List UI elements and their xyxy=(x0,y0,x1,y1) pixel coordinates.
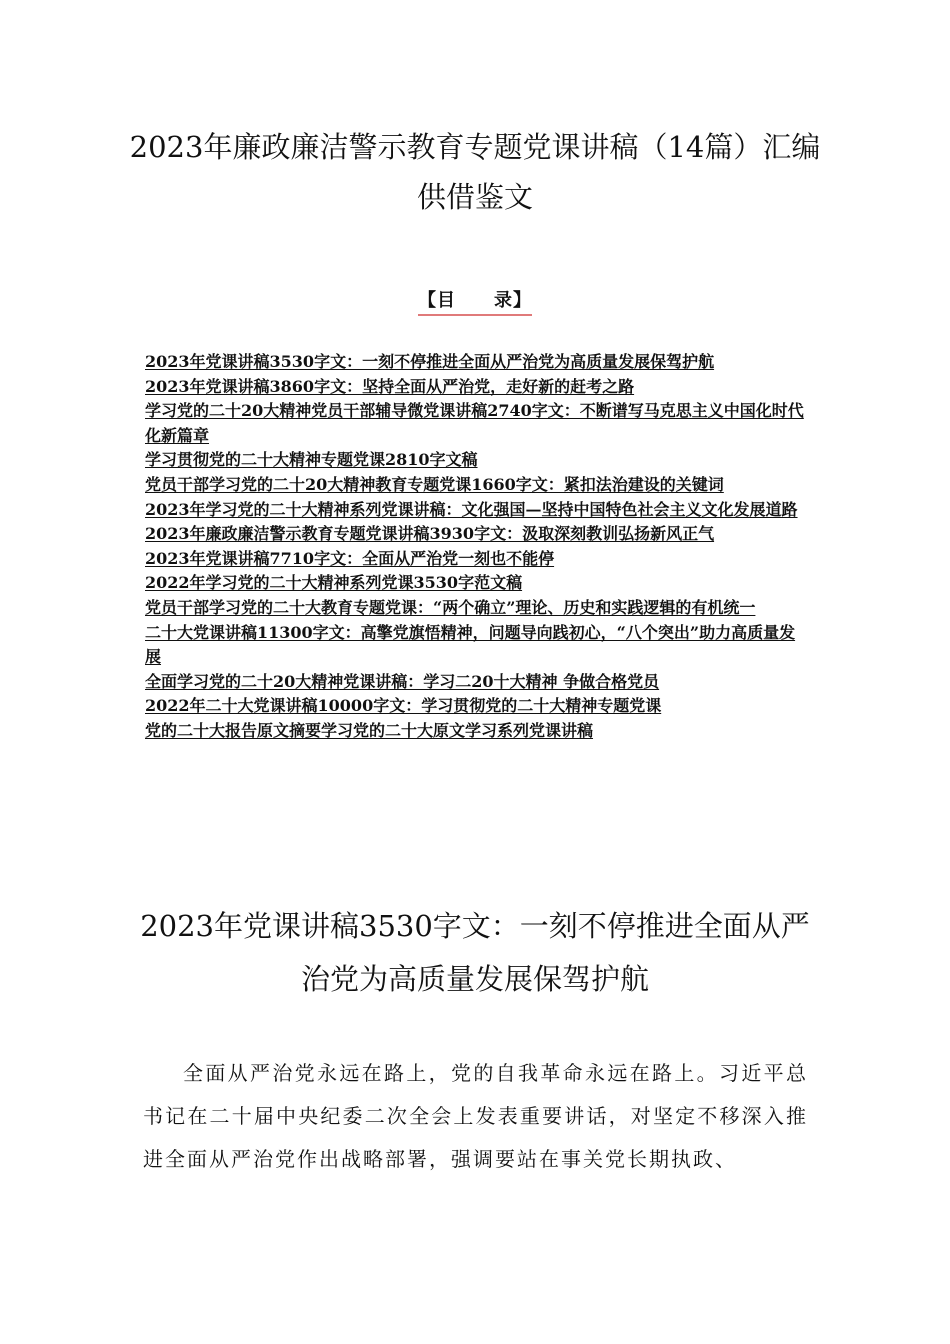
table-of-contents xyxy=(145,350,810,744)
toc-link[interactable]: 2023年廉政廉洁警示教育专题党课讲稿3930字文：汲取深刻教训弘扬新风正气 xyxy=(145,524,715,544)
toc-link[interactable]: 2022年学习党的二十大精神系列党课3530字范文稿 xyxy=(145,573,523,593)
toc-link[interactable]: 2022年二十大党课讲稿10000字文：学习贯彻党的二十大精神专题党课 xyxy=(145,696,662,716)
toc-link[interactable]: 学习贯彻党的二十大精神专题党课2810字文稿 xyxy=(145,450,478,470)
toc-link[interactable]: 二十大党课讲稿11300字文：高擎党旗悟精神，问题导向践初心，“八个突出”助力高质量发展 xyxy=(145,622,796,667)
toc-link[interactable]: 2023年党课讲稿3860字文：坚持全面从严治党，走好新的赶考之路 xyxy=(145,376,635,396)
toc-link[interactable]: 全面学习党的二十20大精神党课讲稿：学习二20十大精神 争做合格党员 xyxy=(145,671,660,691)
toc-heading xyxy=(0,286,950,312)
toc-link[interactable]: 2023年党课讲稿3530字文：一刻不停推进全面从严治党为高质量发展保驾护航 xyxy=(145,352,715,371)
section-title: 2023年党课讲稿3530字文：一刻不停推进全面从严治党为高质量发展保驾护航 xyxy=(140,909,810,996)
toc-link[interactable]: 2023年学习党的二十大精神系列党课讲稿：文化强国—坚持中国特色社会主义文化发展道路 xyxy=(145,499,798,519)
toc-link[interactable]: 党员干部学习党的二十大教育专题党课：“两个确立”理论、历史和实践逻辑的有机统一 xyxy=(145,597,756,617)
toc-link[interactable]: 学习党的二十20大精神党员干部辅导微党课讲稿2740字文：不断谱写马克思主义中国化时代化新篇章 xyxy=(145,401,804,445)
toc-link[interactable]: 党员干部学习党的二十20大精神教育专题党课1660字文：紧扣法治建设的关键词 xyxy=(145,474,724,494)
toc-link[interactable]: 党的二十大报告原文摘要学习党的二十大原文学习系列党课讲稿 xyxy=(145,720,594,740)
toc-link[interactable]: 2023年党课讲稿7710字文：全面从严治党一刻也不能停 xyxy=(145,548,555,568)
body-paragraph: 全面从严治党永远在路上，党的自我革命永远在路上。习近平总书记在二十届中央纪委二次全会上发表重要讲话，对坚定不移深入推进全面从严治党作出战略部署，强调要站在事关党长期执政、 xyxy=(143,1061,808,1171)
document-title: 2023年廉政廉洁警示教育专题党课讲稿（14篇）汇编供借鉴文 xyxy=(129,130,821,214)
toc-heading-label: 【目 录】 xyxy=(418,290,532,316)
